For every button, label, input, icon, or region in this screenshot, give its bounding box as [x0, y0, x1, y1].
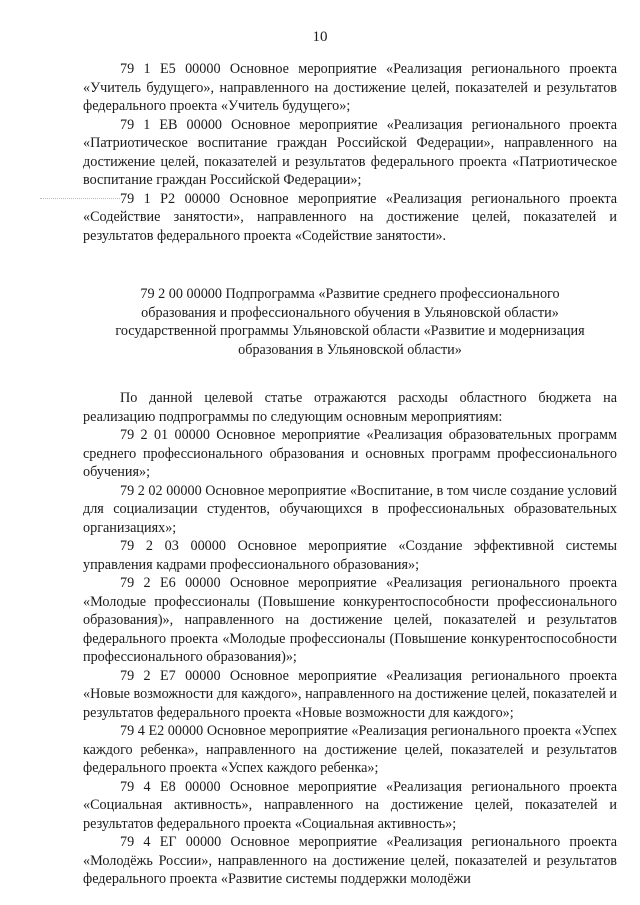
page-number: 10 [312, 29, 328, 45]
document-body [83, 60, 617, 889]
paragraph-02: 79 2 02 00000 Основное мероприятие «Воспитание, в том числе создание условий для социализации студентов, обучающихся в профессиональных образовательных организациях»; [83, 482, 617, 536]
paragraph-03: 79 2 03 00000 Основное мероприятие «Создание эффективной системы управления кадрами профессионального образования»; [83, 538, 617, 573]
paragraph-e2: 79 4 E2 00000 Основное мероприятие «Реализация регионального проекта «Успех каждого ребенка», направленного на достижение целей, показателей и результатов федерального проекта «Успех каждого ребенка»; [83, 723, 617, 776]
paragraph-eg: 79 4 EГ 00000 Основное мероприятие «Реализация регионального проекта «Молодёжь России», направленного на достижение целей, показателей и результатов федерального проекта «Развитие системы поддержки молодёжи [83, 834, 617, 887]
paragraph-e6: 79 2 E6 00000 Основное мероприятие «Реализация регионального проекта «Молодые профессионалы (Повышение конкурентоспособности профессионального образования)», направленного на достижение целей, показателей и результатов федерального проекта «Молодые профессионалы (Повышение конкурентоспособности профессионального образования)»; [83, 575, 617, 665]
paragraph-p2: 79 1 P2 00000 Основное мероприятие «Реализация регионального проекта «Содействие занятости», направленного на достижение целей, показателей и результатов федерального проекта «Содействие занятости». [83, 190, 617, 244]
paragraph-e8: 79 4 E8 00000 Основное мероприятие «Реализация регионального проекта «Социальная активность», направленного на достижение целей, показателей и результатов федерального проекта «Социальная активность»; [83, 778, 617, 832]
paragraph-intro: По данной целевой статье отражаются расходы областного бюджета на реализацию подпрограммы по следующим основным мероприятиям: [83, 390, 617, 425]
paragraph-e5: 79 1 E5 00000 Основное мероприятие «Реализация регионального проекта «Учитель будущего», направленного на достижение целей, показателей и результатов федерального проекта «Учитель будущего»; [83, 61, 617, 114]
paragraph-e7: 79 2 E7 00000 Основное мероприятие «Реализация регионального проекта «Новые возможности для каждого», направленного на достижение целей, показателей и результатов федерального проекта «Новые возможности для каждого»; [83, 667, 617, 721]
paragraph-eb: 79 1 EB 00000 Основное мероприятие «Реализация регионального проекта «Патриотическое воспитание граждан Российской Федерации», направленного на достижение целей, показателей и результатов федерального проекта «Патриотическое воспитание граждан Российской Федерации»; [83, 116, 617, 188]
subprogram-heading: 79 2 00 00000 Подпрограмма «Развитие среднего профессионального образования и профессионального обучения в Ульяновской области» государственной программы Ульяновской области «Развитие и модернизация образования в Ульяновской области» [115, 286, 585, 358]
paragraph-01: 79 2 01 00000 Основное мероприятие «Реализация образовательных программ среднего профессионального образования и основных программ профессионального обучения»; [83, 427, 617, 480]
